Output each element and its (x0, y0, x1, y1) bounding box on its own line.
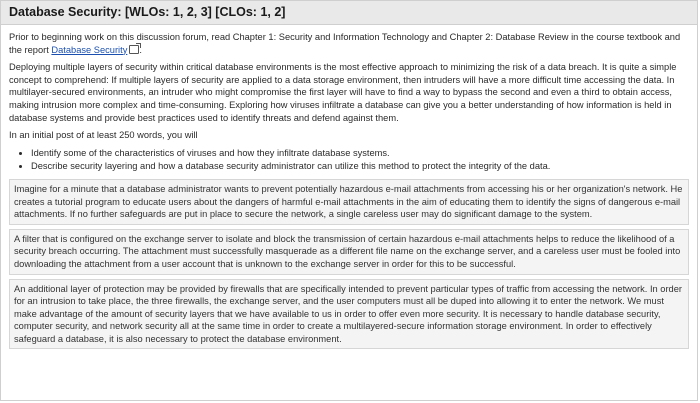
page-title: Database Security: [WLOs: 1, 2, 3] [CLOs: 1, 2] (1, 1, 697, 25)
overview-paragraph: Deploying multiple layers of security within critical database environments is the most effective approach to minimizing the risk of a data breach. It is quite a simple concept to comprehend: If multiple layers of security are applied to a data storage environment, then intruders will have a more difficult time accessing the data. In multilayer-secured environments, an intruder who might compromise the first layer will have to find a way to bypass the second and even a third to obtain access, making intrusion more complex and time-consuming. Exploring how viruses infiltrate a database can give you a better understanding of how information is held in database systems and provide best practices used to identify threats and defend against them. (9, 62, 677, 123)
intro-text: Prior to beginning work on this discussion forum, read Chapter 1: Security and Information Technology and Chapter 2: Database Review in the course textbook and the report (9, 32, 681, 55)
response-paragraph: An additional layer of protection may be provided by firewalls that are specifically intended to prevent particular types of traffic from accessing the network. In order for an intrusion to take place, the three firewalls, the exchange server, and the user computers must all be duped into allowing it to enter the network. We must make advantage of the amount of security layers that we have available to us in order to offer even more security. It is necessary to handle database security, computer security, and network security all at the same time in order to create a multilayered-secure information storage environment. In order to effectively safeguard a database, it is also necessary to protect the database environment. (14, 283, 682, 344)
response-paragraph: Imagine for a minute that a database administrator wants to prevent potentially hazardous e-mail attachments from accessing his or her organization's network. He creates a tutorial program to educate users about the dangers of harmful e-mail attachments in the aim of educating them to identify the signs of dangerous e-mail attachments. If no further safeguards are put in place to secure the network, a single careless user may do significant damage to the system. (14, 183, 683, 220)
response-block (9, 179, 689, 225)
instructions-lead: In an initial post of at least 250 words, you will (9, 130, 198, 141)
list-item: • Identify some of the characteristics of viruses and how they infiltrate database systems. (31, 147, 689, 160)
intro-paragraph (9, 31, 689, 56)
requirements-list (9, 147, 689, 173)
response-block (9, 279, 689, 350)
link-label[interactable]: Database Security (51, 44, 128, 55)
list-item: • Describe security layering and how a database security administrator can utilize this method to protect the integrity of the data. (31, 160, 689, 173)
response-paragraph: A filter that is configured on the exchange server to isolate and block the transmission of certain hazardous e-mail attachments helps to reduce the likelihood of a security breach occurring. The attachment must successfully masquerade as a different file name on the exchange server, and a careless user must be fooled into downloading the attachment from a user account that is unknown to the exchange server in order for this to be successful. (14, 233, 681, 269)
response-block (9, 229, 689, 275)
database-security-link[interactable] (51, 45, 139, 55)
prompt-body (1, 25, 697, 349)
external-link-icon[interactable] (129, 45, 139, 54)
intro-end: . (139, 44, 142, 55)
